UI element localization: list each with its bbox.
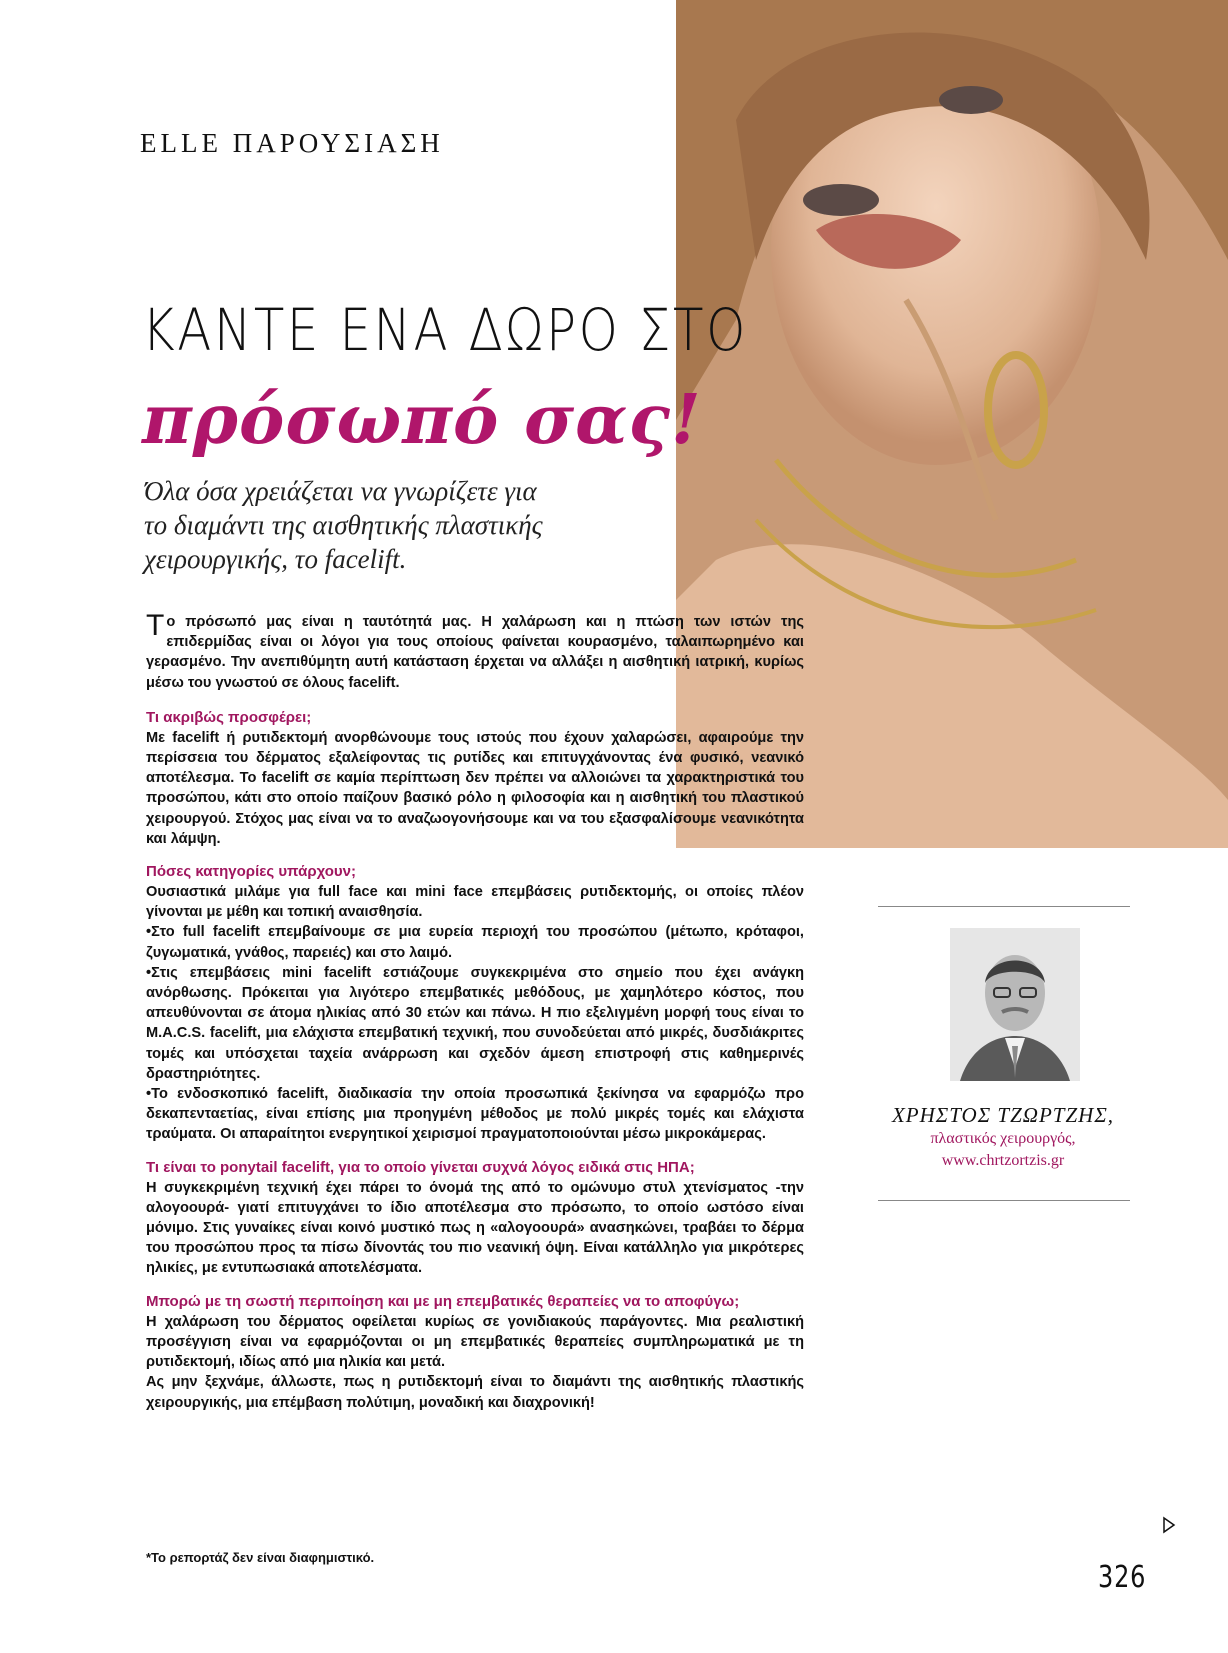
section-categories (146, 861, 804, 1145)
sidebar-top-rule (878, 906, 1130, 907)
disclaimer-footnote: *Το ρεπορτάζ δεν είναι διαφημιστικό. (146, 1550, 375, 1565)
bullet-full-facelift: •Στο full facelift επεμβαίνουμε σε μια ευρεία περιοχή του προσώπου (μέτωπο, κρόταφοι, ζυγωματικά, γνάθος, παρειές) και στο λαιμό. (146, 924, 804, 961)
section-text: Με facelift ή ρυτιδεκτομή ανορθώνουμε τους ιστούς που έχουν χαλαρώσει, αφαιρούμε την περίσσεια του δέρματος εξαλείφοντας τις ρυτίδες και επιτυγχάνοντας ένα φυσικό, νεανικό αποτέλεσμα. Το facelift σε καμία περίπτωση δεν πρέπει να αλλοιώνει τα χαρακτηριστικά του προσώπου, κάτι στο οποίο παίζουν βασικό ρόλο η φιλοσοφία και η αισθητική του πλαστικού χειρουργού. Στόχος μας είναι να το αναζωογονήσουμε και να του εξασφαλίσουμε νεανικότητα και λάμψη. (146, 729, 804, 847)
author-website-link[interactable]: www.chrtzortzis.gr (941, 1152, 1065, 1169)
sidebar-bottom-rule (878, 1200, 1130, 1201)
standfirst (144, 474, 664, 576)
headline-line-2: πρόσωπό σας! (142, 380, 702, 460)
headline-line-1: ΚΑΝΤΕ ΕΝΑ ΔΩΡΟ ΣΤΟ (142, 296, 748, 364)
lead-paragraph (146, 609, 804, 693)
section-ponytail (146, 1157, 804, 1279)
section-text: Η χαλάρωση του δέρματος οφείλεται κυρίως σε γονιδιακούς παράγοντες. Μια ρεαλιστική προσέγγιση είναι να εφαρμόζονται οι μη επεμβατικές θεραπείες συμπληρωματικά με τη ρυτιδεκτομή, ιδίως από μια ηλικία και μετά. (146, 1313, 804, 1371)
page-number: 326 (1098, 1560, 1147, 1595)
drop-cap: Τ (146, 609, 165, 642)
section-avoid (146, 1291, 804, 1413)
standfirst-line: το διαμάντι της αισθητικής πλαστικής (144, 510, 543, 540)
author-role: πλαστικός χειρουργός, (930, 1130, 1076, 1147)
section-heading: Μπορώ με τη σωστή περιποίηση και με μη επεμβατικές θεραπείες να το αποφύγω; (146, 1292, 740, 1310)
section-text: Η συγκεκριμένη τεχνική έχει πάρει το όνομά της από το ομώνυμο στυλ χτενίσματος -την αλογοουρά- γιατί επιτυγχάνει το ίδιο αποτέλεσμα στο πρόσωπο, το οποίο ωστόσο είναι μόνιμο. Στις γυναίκες είναι κοινό μυστικό πως η «αλογοουρά» ανασηκώνει, τραβάει το δέρμα του προσώπου προς τα πίσω δίνοντάς του πιο νεανική όψη. Είναι κατάλληλο για μικρότερες ηλικίες, με εντυπωσιακά αποτελέσματα. (146, 1179, 804, 1277)
section-heading: Τι ακριβώς προσφέρει; (146, 708, 312, 726)
section-kicker: ELLE ΠΑΡΟΥΣΙΑΣΗ (140, 128, 444, 158)
section-heading: Τι είναι το ponytail facelift, για το οποίο γίνεται συχνά λόγος ειδικά στις ΗΠΑ; (146, 1158, 695, 1176)
lead-text: ο πρόσωπό μας είναι η ταυτότητά μας. Η χαλάρωση και η πτώση των ιστών της επιδερμίδας είναι οι λόγοι για τους οποίους φαίνεται κουρασμένο, ταλαιπωρημένο και γερασμένο. Την ανεπιθύμητη αυτή κατάσταση έρχεται να αλλάξει η αισθητική ιατρική, κυρίως μέσω του γνωστού σε όλους facelift. (146, 614, 804, 691)
section-heading: Πόσες κατηγορίες υπάρχουν; (146, 863, 356, 881)
standfirst-line: χειρουργικής, το facelift. (144, 544, 407, 574)
author-credit (870, 1103, 1136, 1172)
author-portrait-illustration (950, 928, 1080, 1081)
section-text: Ουσιαστικά μιλάμε για full face και mini face επεμβάσεις ρυτιδεκτομής, οι οποίες πλέον γίνονται με μέθη και τοπική αναισθησία. (146, 884, 804, 921)
author-photo (950, 928, 1080, 1081)
article-body (146, 609, 804, 1425)
bullet-mini-facelift: •Στις επεμβάσεις mini facelift εστιάζουμε συγκεκριμένα στο σημείο που έχει ανάγκη ανόρθωσης. Πρόκειται για λιγότερο επεμβατικές μεθόδους, με χαμηλότερο κόστος, που απευθύνονται σε άτομα ηλικίας από 30 ετών και πάνω. Η πιο εξελιγμένη μορφή τους είναι το M.A.C.S. facelift, μια ελάχιστα επεμβατική τεχνική, που συνοδεύεται από μικρές, δυσδιάκριτες τομές και υπόσχεται ταχεία ανάρρωση και σχεδόν άμεση επιστροφή στις καθημερινές δραστηριότητες. (146, 964, 804, 1082)
author-name: ΧΡΗΣΤΟΣ ΤΖΩΡΤΖΗΣ, (891, 1103, 1115, 1127)
section-what-it-offers (146, 707, 804, 849)
standfirst-line: Όλα όσα χρειάζεται να γνωρίζετε για (144, 476, 537, 506)
bullet-endoscopic-facelift: •Το ενδοσκοπικό facelift, διαδικασία την οποία προσωπικά ξεκίνησα να εφαρμόζω προ δεκαπενταετίας, είναι επίσης μια προηγμένη μέθοδος με πολύ μικρές τομές και ελάχιστα τραύματα. Οι απαραίτητοι ενεργητικοί χειρισμοί πραγματοποιούνται μέσω μικροκάμερας. (146, 1086, 804, 1143)
section-text: Ας μην ξεχνάμε, άλλωστε, πως η ρυτιδεκτομή είναι το διαμάντι της αισθητικής πλαστικής χειρουργικής, μια επέμβαση πολύτιμη, μοναδική και διαχρονική! (146, 1374, 804, 1411)
